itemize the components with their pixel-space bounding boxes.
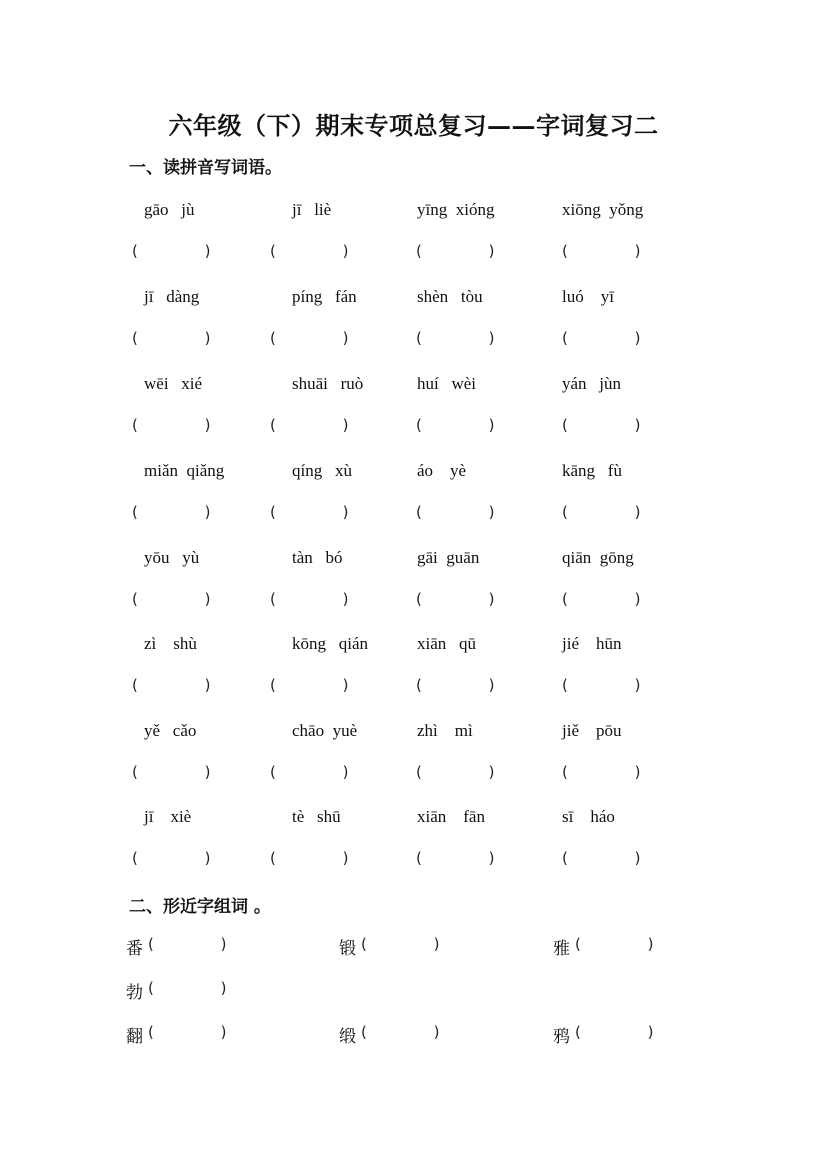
answer-blank[interactable]: ( ): [132, 763, 211, 781]
pinyin-prompt: xiōng yǒng: [562, 200, 644, 219]
pinyin-prompt: jī xiè: [144, 807, 192, 826]
answer-blank[interactable]: ( ): [270, 416, 349, 434]
answer-blank[interactable]: ( ): [132, 590, 211, 608]
answer-blank[interactable]: ( ): [132, 416, 211, 434]
pinyin-prompt: kōng qián: [292, 634, 369, 653]
pinyin-prompt: yán jùn: [562, 374, 622, 393]
answer-blank[interactable]: ( ): [132, 676, 211, 694]
answer-blank[interactable]: ( ): [416, 416, 495, 434]
answer-blank[interactable]: ( ): [132, 329, 211, 347]
pinyin-prompt: shèn tòu: [417, 287, 483, 306]
character: 番: [126, 939, 143, 959]
character: 缎: [339, 1027, 356, 1047]
pinyin-prompt: jié hūn: [562, 634, 622, 653]
pinyin-prompt: qíng xù: [292, 461, 352, 480]
page-title: 六年级（下）期末专项总复习——字词复习二: [168, 111, 659, 140]
answer-blank[interactable]: ( ): [361, 1023, 440, 1041]
character: 勃: [126, 983, 143, 1003]
answer-blank[interactable]: ( ): [562, 329, 641, 347]
answer-blank[interactable]: ( ): [416, 503, 495, 521]
character: 雅: [553, 939, 570, 959]
answer-blank[interactable]: ( ): [132, 242, 211, 260]
character: 鸦: [553, 1027, 570, 1047]
answer-blank[interactable]: ( ): [416, 763, 495, 781]
answer-blank[interactable]: ( ): [416, 590, 495, 608]
answer-blank[interactable]: ( ): [416, 329, 495, 347]
pinyin-prompt: jī liè: [292, 200, 332, 219]
pinyin-prompt: xiān fān: [417, 807, 485, 826]
pinyin-prompt: tàn bó: [292, 548, 343, 567]
answer-blank[interactable]: ( ): [416, 676, 495, 694]
answer-blank[interactable]: ( ): [562, 503, 641, 521]
answer-blank[interactable]: ( ): [270, 242, 349, 260]
pinyin-prompt: wēi xié: [144, 374, 203, 393]
character: 翻: [126, 1027, 143, 1047]
pinyin-prompt: píng fán: [292, 287, 357, 306]
answer-blank[interactable]: ( ): [270, 849, 349, 867]
answer-blank[interactable]: ( ): [148, 1023, 227, 1041]
section-2-heading: 二、形近字组词 。: [129, 897, 271, 917]
answer-blank[interactable]: ( ): [562, 242, 641, 260]
pinyin-prompt: xiān qū: [417, 634, 477, 653]
answer-blank[interactable]: ( ): [270, 676, 349, 694]
answer-blank[interactable]: ( ): [562, 676, 641, 694]
answer-blank[interactable]: ( ): [562, 763, 641, 781]
answer-blank[interactable]: ( ): [270, 763, 349, 781]
pinyin-prompt: qiān gōng: [562, 548, 634, 567]
pinyin-prompt: miǎn qiǎng: [144, 461, 225, 480]
answer-blank[interactable]: ( ): [416, 242, 495, 260]
section-1-heading: 一、读拼音写词语。: [129, 158, 282, 178]
answer-blank[interactable]: ( ): [562, 590, 641, 608]
answer-blank[interactable]: ( ): [270, 329, 349, 347]
pinyin-prompt: gāi guān: [417, 548, 480, 567]
answer-blank[interactable]: ( ): [416, 849, 495, 867]
pinyin-prompt: zì shù: [144, 634, 197, 653]
answer-blank[interactable]: ( ): [562, 416, 641, 434]
answer-blank[interactable]: ( ): [148, 935, 227, 953]
pinyin-prompt: yě cǎo: [144, 721, 197, 740]
answer-blank[interactable]: ( ): [575, 1023, 654, 1041]
pinyin-prompt: yōu yù: [144, 548, 200, 567]
pinyin-prompt: tè shū: [292, 807, 341, 826]
pinyin-prompt: zhì mì: [417, 721, 473, 740]
pinyin-prompt: áo yè: [417, 461, 467, 480]
pinyin-prompt: sī háo: [562, 807, 615, 826]
answer-blank[interactable]: ( ): [270, 590, 349, 608]
answer-blank[interactable]: ( ): [270, 503, 349, 521]
answer-blank[interactable]: ( ): [132, 503, 211, 521]
answer-blank[interactable]: ( ): [575, 935, 654, 953]
pinyin-prompt: jiě pōu: [562, 721, 622, 740]
answer-blank[interactable]: ( ): [132, 849, 211, 867]
character: 锻: [339, 939, 356, 959]
pinyin-prompt: yīng xióng: [417, 200, 495, 219]
pinyin-prompt: huí wèi: [417, 374, 477, 393]
pinyin-prompt: jī dàng: [144, 287, 200, 306]
pinyin-prompt: gāo jù: [144, 200, 195, 219]
pinyin-prompt: chāo yuè: [292, 721, 358, 740]
answer-blank[interactable]: ( ): [148, 979, 227, 997]
pinyin-prompt: kāng fù: [562, 461, 622, 480]
answer-blank[interactable]: ( ): [361, 935, 440, 953]
pinyin-prompt: shuāi ruò: [292, 374, 364, 393]
pinyin-prompt: luó yī: [562, 287, 614, 306]
answer-blank[interactable]: ( ): [562, 849, 641, 867]
